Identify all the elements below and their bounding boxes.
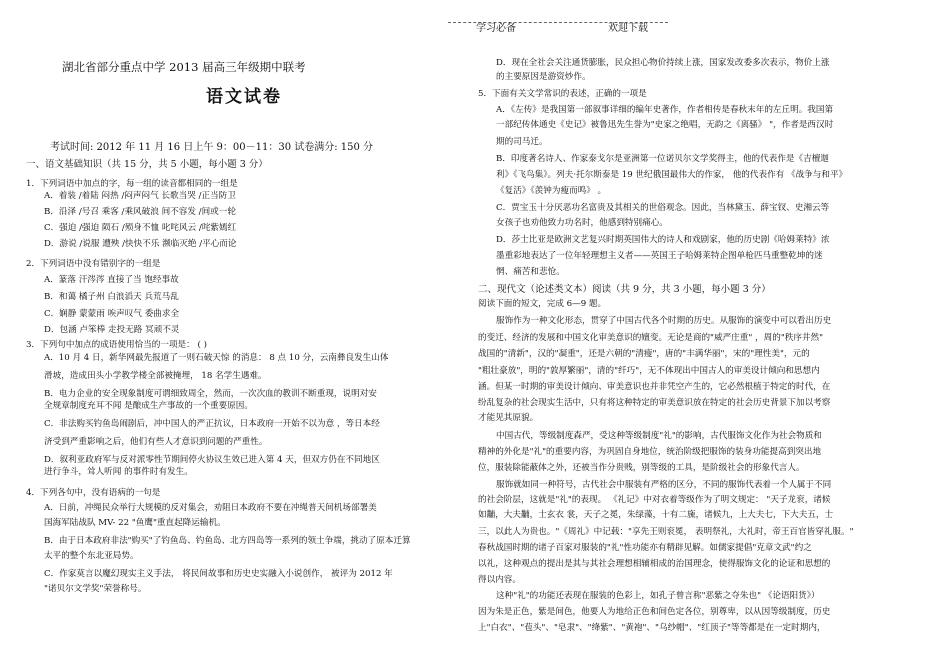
q3-option-c-line1: C．非法购买钓鱼岛闹剧后，冲中国人的严正抗议，日本政府一开始不以为意 ，等日本经 <box>44 419 380 429</box>
q4-stem: 4．下列各句中，没有语病的一句是 <box>26 488 161 498</box>
passage-line: 得以内容。 <box>478 575 521 585</box>
passage-line: 才能见其原貌。 <box>478 413 539 423</box>
q5-option-d-line3: 惘、痛苦和悲怆。 <box>496 267 565 277</box>
q3-stem: 3．下列句中加点的成语使用恰当的一项是： ( ) <box>26 340 207 350</box>
q4-option-d-line2: 的主要原因是游资炒作。 <box>496 72 591 82</box>
q5-option-d-line2: 墨重彩地表达了一位年轻理想主义者——英国王子哈姆莱特企图单枪匹马重整乾坤的迷 <box>496 251 823 261</box>
q4-option-c-line2: "诺贝尔文学奖"荣誉称号。 <box>44 584 147 594</box>
passage-line: 服饰就如同一种符号，古代社会中服装有严格的区分，不同的服饰代表着一个人属于不同 <box>496 480 832 490</box>
header-right: 欢迎下载 <box>608 23 648 34</box>
q3-option-b-line2: 全规章制度充耳不闻 是酿成生产事故的一个重要原因。 <box>44 401 253 411</box>
q1-option-b: B．沿泽 /号召 乘客 /乘风破浪 间不容发 /间或一轮 <box>44 207 236 217</box>
q4-option-a-line1: A．日前，冲绳民众举行大规模的反对集会，劝阻日本政府不要在冲绳普天间机场部署美 <box>44 503 377 513</box>
passage-line: 服饰作为一种文化形态，贯穿了中国古代各个时期的历史。从服饰的演变中可以看出历史 <box>496 316 832 326</box>
q1-option-c: C．强迫 /强迫 陨石 /殒身不恤 叱咤风云 /咤紫嫣红 <box>44 223 237 233</box>
reading-instructions: 阅读下面的短文，完成 6—9 题。 <box>478 299 607 309</box>
q3-option-a-line2: 滑坡，造成田头小学教学楼全部被掩埋， 18 名学生遇难。 <box>44 371 267 381</box>
passage-line: 的变迁、经济的发展和中国文化审美意识的嬗变。无论是商的"威严庄重" ，周的"秩序井然" <box>478 333 824 343</box>
passage-line: 纷乱复杂的社会现实生活中，只有将这种特定的审美意识放在特定的社会历史背景下加以考察 <box>478 398 831 408</box>
q2-option-d: D．包涵 卢笨棒 走投无路 冥顽不灵 <box>44 325 180 335</box>
q2-option-c: C．娴静 蒙蒙雨 唉声叹气 委曲求全 <box>44 309 180 319</box>
q4-option-a-line2: 国海军陆战队 MV- 22 "鱼鹰"重直起降运输机。 <box>44 518 226 528</box>
q5-option-a-line3: 期的司马迁。 <box>496 137 548 147</box>
q4-option-d-line1: D．现在全社会关注通货膨胀，民众担心物价持续上涨，国家发改委多次表示，物价上涨 <box>496 58 830 68</box>
q3-option-c-line2: 济受到严重影响之后，他们有些人才意识到问题的严重性。 <box>44 437 268 447</box>
passage-line: 上"白衣"、"苞头"、"皂隶"、"绛紫"、"黄袍"、"乌纱帽"、"红顶子"等等都是在一定时期内， <box>478 623 826 633</box>
q5-option-b-line1: B．印度著名诗人、作家泰戈尔是亚洲第一位诺贝尔文学奖得主，他的代表作是《吉檀迦 <box>496 154 829 164</box>
q1-option-a: A．着装 /着陆 闷热 /闷声闷气 长歌当哭 /正当防卫 <box>44 191 236 201</box>
section-1-heading: 一、语文基础知识（共 15 分，共 5 小题，每小题 3 分） <box>26 159 268 170</box>
passage-line: 的社会阶层，这就是"礼"的表现。 《礼记》中对衣着等级作为了明文规定： "天子龙衮，诸候 <box>478 495 831 505</box>
q5-option-a-line2: 一部纪传体通史《史记》被鲁迅先生誉为"史家之绝唱，无韵之《离骚》 "，作者是西汉时 <box>496 120 834 130</box>
passage-line: 三，以此人为贵也。"《周礼》中记载："享先王则衮冕， 表明祭礼，大礼时，帝王百官皆穿礼服。" <box>478 527 854 537</box>
passage-line: 春秋战国时期的诸子百家对服装的"礼"性功能亦有精辟见解。如儒家提倡"克章文武"约之 <box>478 543 812 553</box>
passage-line: 因为朱是正色，紫是间色，他要人为地给正色和间色定各位，别尊卑，以从因等级制度，历史 <box>478 607 831 617</box>
q2-option-b: B．和蔼 橘子州 白浪滔天 兵荒马乱 <box>44 292 179 302</box>
page-header <box>448 22 668 34</box>
passage-line: 以礼，这种观点的提出是其与其社会理想相辅相成的治国理念，使得服饰文化的论证和思想的 <box>478 559 831 569</box>
passage-line: 如黼，大夫黼，士玄衣 裳，天子之冕，朱绿藻，十有二旒，诸候九，上大夫七，下大夫五，士 <box>478 510 834 520</box>
q4-option-c-line1: C．作家莫言以魔幻现实主义手法， 将民间故事和历史史实融入小说创作， 被评为 2012 年 <box>44 569 393 579</box>
q1-stem: 1．下列词语中加点的字，每一组的读音都相同的一组是 <box>26 179 238 189</box>
header-left: 学习必备 <box>476 23 516 34</box>
passage-line: 中国古代，等级制度森严，受这种等级制度"礼"的影响，古代服饰文化作为社会物质和 <box>496 431 822 441</box>
q4-option-b-line2: 太平的整个东北亚局势。 <box>44 551 139 561</box>
q3-option-a-line1: A．10 月 4 日，新华网最先报道了一则石破天惊 的消息： 8 点 10 分，云南彝良发生山体 <box>44 353 389 363</box>
q5-option-c-line1: C．贾宝玉十分厌恶功名富贵及其相关的世俗观念。因此，当林黛玉、薛宝钗、史湘云等 <box>496 203 830 213</box>
q3-option-d-line2: 进行争斗，耸人听闻 的事件时有发生。 <box>44 467 193 477</box>
q1-option-d: D．游说 /说服 遭殃 /快快不乐 濒临灭绝 /平心而论 <box>44 239 237 249</box>
passage-line: 涵。但某一时期的审美设计倾向、审美意识也并非凭空产生的，它必然根植于特定的时代，在 <box>478 382 831 392</box>
q5-option-c-line2: 女孩子也劝他致力功名时，他感到特别痛心。 <box>496 218 668 228</box>
passage-line: 这种"礼"的功能还表现在服装的色彩上，如孔子曾言称"恶紫之夺朱也" 《论语阳货》） <box>496 591 820 601</box>
passage-line: 位，服装除能蔽体之外，还被当作分贵贱，别等级的工具，是阶级社会的形象代言人。 <box>478 463 805 473</box>
q5-option-a-line1: A．《左传》是我国第一部叙事详细的编年史著作，作者相传是春秋末年的左丘明。我国第 <box>496 105 834 115</box>
q5-option-b-line3: 《复活》《羡钟为瘦而鸣》 。 <box>496 186 607 196</box>
q3-option-d-line1: D．叙利亚政府军与反对派零性节期间停火协议生效已进入第 4 天，但双方仍在不同地区 <box>44 455 380 465</box>
exam-title: 湖北省部分重点中学 2013 届高三年级期中联考 <box>62 60 306 74</box>
subject-title: 语文试卷 <box>206 87 282 107</box>
passage-line: 精神的外化是"礼"的重要内容，为巩固自身地位，统治阶级把服饰的装身功能提高到突出地 <box>478 447 822 457</box>
passage-line: "粗壮豪放"，明的"敦厚繁丽"，清的"纤巧"，无不体现出中国古人的审美设计倾向和思想内 <box>478 366 820 376</box>
q2-stem: 2．下列词语中没有错别字的一组是 <box>26 259 161 269</box>
exam-info: 考试时间: 2012 年 11 月 16 日上午 9：00－11：30 试卷满分: 150 分 <box>50 142 374 153</box>
q2-option-a: A．篆落 汗涔涔 直接了当 饱经事故 <box>44 275 179 285</box>
q5-option-d-line1: D．莎士比亚是欧洲文艺复兴时期英国伟大的诗人和戏剧家，他的历史剧《哈姆莱特》浓 <box>496 235 830 245</box>
q4-option-b-line1: B．由于日本政府非法"购买"了钓鱼岛、钓鱼岛、北方四岛等一系列的领土争端，挑动了原本迁算 <box>44 536 411 546</box>
q5-option-b-line2: 利》《飞鸟集》。列夫·托尔斯泰是 19 世纪俄国最伟大的作家， 他的代表作有 《战争与和平》 <box>496 170 848 180</box>
q3-option-b-line1: B．电力企业的安全现象制度可谓细致周全，然而，一次次血的教训不断重现，说明对安 <box>44 389 377 399</box>
q5-stem: 5．下面有关文学常识的表述，正确的一项是 <box>478 89 647 99</box>
passage-line: 战国的"清新"，汉的"凝重"，还是六朝的"清瘦"，唐的"丰满华丽"，宋的"理性美"，元的 <box>478 349 810 359</box>
section-2-heading: 二、现代文（论述类文本）阅读（共 9 分，共 3 小题，每小题 3 分） <box>478 284 771 295</box>
